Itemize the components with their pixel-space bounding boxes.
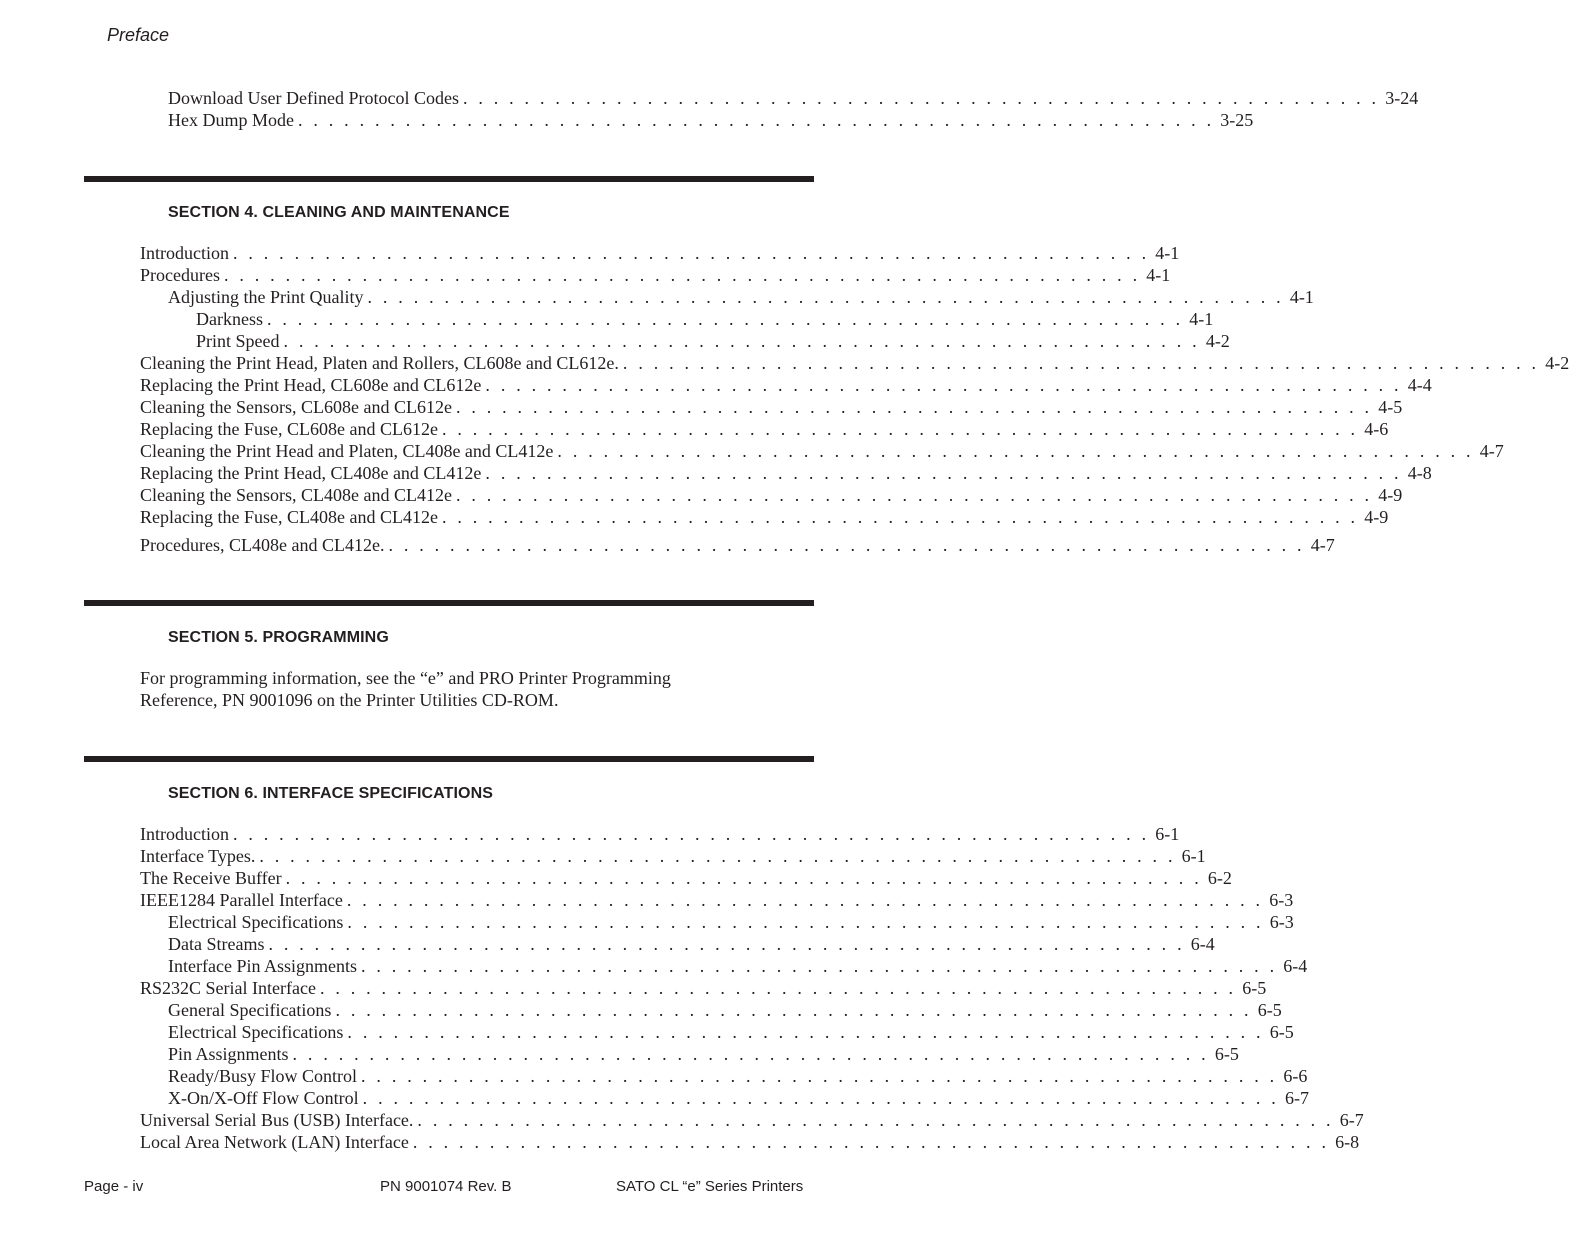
section-6-rule [84, 756, 814, 762]
page-header: Preface [107, 25, 170, 45]
toc-entry-label: X-On/X-Off Flow Control [168, 1088, 359, 1108]
toc-entry-label: Procedures, CL408e and CL412e. [140, 535, 385, 555]
toc-entry-label: Data Streams [168, 934, 265, 954]
toc-entry [140, 978, 1267, 1000]
toc-entry-page: 6-3 [1269, 912, 1294, 932]
toc-entry [168, 912, 1294, 934]
section-6-title: SECTION 6. INTERFACE SPECIFICATIONS [168, 785, 494, 802]
toc-entry-label: Interface Pin Assignments [168, 956, 357, 976]
toc-entry-page: 6-5 [1269, 1022, 1294, 1042]
toc-entry-page: 6-5 [1257, 1000, 1282, 1020]
toc-leader-dots: . . . . . . . . . . . . . . . . . . . . . . . . . . . . . . . . . . . . . . . . . . . . . . . . . . . . . . . . . . . . [417, 1110, 1334, 1130]
toc-leader-dots: . . . . . . . . . . . . . . . . . . . . . . . . . . . . . . . . . . . . . . . . . . . . . . . . . . . . . . . . . . . . [232, 243, 1150, 263]
toc-entry [168, 1000, 1282, 1022]
footer-product-name: SATO CL “e” Series Printers [616, 1178, 804, 1195]
section-4-title: SECTION 4. CLEANING AND MAINTENANCE [168, 204, 510, 221]
toc-entry-label: Hex Dump Mode [168, 110, 294, 130]
toc-entry-page: 4-1 [1189, 309, 1214, 329]
toc-entry-page: 6-1 [1181, 846, 1206, 866]
toc-entry [168, 1088, 1309, 1110]
toc-entry [168, 88, 1419, 110]
toc-leader-dots: . . . . . . . . . . . . . . . . . . . . . . . . . . . . . . . . . . . . . . . . . . . . . . . . . . . . . . . . . . . . [266, 309, 1184, 329]
toc-entry-page: 6-4 [1283, 956, 1308, 976]
toc-entry-label: Replacing the Fuse, CL608e and CL612e [140, 419, 438, 439]
toc-entry-page: 6-7 [1339, 1110, 1364, 1130]
toc-entry-label: Cleaning the Print Head and Platen, CL408e and CL412e [140, 441, 554, 461]
toc-leader-dots: . . . . . . . . . . . . . . . . . . . . . . . . . . . . . . . . . . . . . . . . . . . . . . . . . . . . . . . . . . . . [441, 419, 1359, 439]
toc-entry-label: Interface Types. [140, 846, 256, 866]
footer-page-number: Page - iv [84, 1178, 144, 1195]
toc-entry-page: 6-2 [1207, 868, 1232, 888]
toc-entry-page: 6-5 [1242, 978, 1267, 998]
toc-leader-dots: . . . . . . . . . . . . . . . . . . . . . . . . . . . . . . . . . . . . . . . . . . . . . . . . . . . . . . . . . . . . [362, 1088, 1279, 1108]
toc-entry [140, 1132, 1360, 1154]
toc-entry-label: Cleaning the Sensors, CL608e and CL612e [140, 397, 452, 417]
toc-leader-dots: . . . . . . . . . . . . . . . . . . . . . . . . . . . . . . . . . . . . . . . . . . . . . . . . . . . . . . . . . . . . [367, 287, 1284, 307]
toc-entry-label: General Specifications [168, 1000, 332, 1020]
toc-entry-label: Darkness [196, 309, 263, 329]
toc-entry-page: 4-8 [1407, 463, 1432, 483]
toc-entry [140, 1110, 1364, 1132]
toc-entry-page: 3-25 [1220, 110, 1254, 130]
toc-entry-label: Cleaning the Sensors, CL408e and CL412e [140, 485, 452, 505]
toc-entry-page: 4-2 [1205, 331, 1230, 351]
toc-entry-page: 6-6 [1283, 1066, 1308, 1086]
toc-entry-page: 6-1 [1155, 824, 1180, 844]
toc-entry-label: Download User Defined Protocol Codes [168, 88, 459, 108]
toc-entry [196, 309, 1214, 331]
toc-leader-dots: . . . . . . . . . . . . . . . . . . . . . . . . . . . . . . . . . . . . . . . . . . . . . . . . . . . . . . . . . . . . [297, 110, 1215, 130]
toc-leader-dots: . . . . . . . . . . . . . . . . . . . . . . . . . . . . . . . . . . . . . . . . . . . . . . . . . . . . . . . . . . . . [360, 956, 1278, 976]
toc-entry-page: 4-7 [1479, 441, 1504, 461]
toc-entry-label: Electrical Specifications [168, 912, 344, 932]
toc-entry-page: 4-1 [1155, 243, 1180, 263]
toc-entry [168, 287, 1314, 309]
toc-entry [140, 824, 1180, 846]
toc-entry [168, 1066, 1308, 1088]
toc-leader-dots: . . . . . . . . . . . . . . . . . . . . . . . . . . . . . . . . . . . . . . . . . . . . . . . . . . . . . . . . . . . . [361, 1066, 1278, 1086]
toc-leader-dots: . . . . . . . . . . . . . . . . . . . . . . . . . . . . . . . . . . . . . . . . . . . . . . . . . . . . . . . . . . . . [335, 1000, 1252, 1020]
toc-entry-label: Local Area Network (LAN) Interface [140, 1132, 409, 1152]
toc-entry [140, 375, 1432, 397]
toc-entry-page: 4-9 [1364, 507, 1389, 527]
toc-entry-label: RS232C Serial Interface [140, 978, 316, 998]
toc-leader-dots: . . . . . . . . . . . . . . . . . . . . . . . . . . . . . . . . . . . . . . . . . . . . . . . . . . . . . . . . . . . . [485, 375, 1402, 395]
toc-entry-page: 6-4 [1190, 934, 1215, 954]
toc-entry-label: Universal Serial Bus (USB) Interface. [140, 1110, 414, 1130]
toc-entry [140, 441, 1504, 463]
toc-entry [140, 890, 1294, 912]
toc-entry [140, 419, 1389, 441]
toc-entry-label: Introduction [140, 824, 229, 844]
toc-entry-page: 6-8 [1335, 1132, 1360, 1152]
toc-leader-dots: . . . . . . . . . . . . . . . . . . . . . . . . . . . . . . . . . . . . . . . . . . . . . . . . . . . . . . . . . . . . [455, 485, 1373, 505]
toc-leader-dots: . . . . . . . . . . . . . . . . . . . . . . . . . . . . . . . . . . . . . . . . . . . . . . . . . . . . . . . . . . . . [285, 868, 1202, 888]
toc-leader-dots: . . . . . . . . . . . . . . . . . . . . . . . . . . . . . . . . . . . . . . . . . . . . . . . . . . . . . . . . . . . . [455, 397, 1373, 417]
toc-entry-page: 6-7 [1284, 1088, 1309, 1108]
toc-leader-dots: . . . . . . . . . . . . . . . . . . . . . . . . . . . . . . . . . . . . . . . . . . . . . . . . . . . . . . . . . . . . [557, 441, 1474, 461]
toc-leader-dots: . . . . . . . . . . . . . . . . . . . . . . . . . . . . . . . . . . . . . . . . . . . . . . . . . . . . . . . . . . . . [347, 912, 1264, 932]
toc-entry-label: Adjusting the Print Quality [168, 287, 364, 307]
toc-leader-dots: . . . . . . . . . . . . . . . . . . . . . . . . . . . . . . . . . . . . . . . . . . . . . . . . . . . . . . . . . . . . [462, 88, 1380, 108]
toc-entry-page: 4-2 [1545, 353, 1569, 373]
toc-entry [140, 535, 1335, 557]
toc-entry-page: 3-24 [1385, 88, 1419, 108]
toc-entry [168, 110, 1254, 132]
toc-entry-label: IEEE1284 Parallel Interface [140, 890, 343, 910]
toc-leader-dots: . . . . . . . . . . . . . . . . . . . . . . . . . . . . . . . . . . . . . . . . . . . . . . . . . . . . . . . . . . . . [283, 331, 1200, 351]
toc-leader-dots: . . . . . . . . . . . . . . . . . . . . . . . . . . . . . . . . . . . . . . . . . . . . . . . . . . . . . . . . . . . . [412, 1132, 1330, 1152]
toc-leader-dots: . . . . . . . . . . . . . . . . . . . . . . . . . . . . . . . . . . . . . . . . . . . . . . . . . . . . . . . . . . . . [485, 463, 1402, 483]
toc-entry [140, 243, 1180, 265]
toc-entry-label: Introduction [140, 243, 229, 263]
section-4-rule [84, 176, 814, 182]
toc-entry-label: Replacing the Print Head, CL408e and CL412e [140, 463, 482, 483]
section-5-paragraph [140, 667, 760, 711]
toc-entry [140, 868, 1232, 890]
toc-entry [168, 934, 1215, 956]
toc-entry-page: 4-9 [1378, 485, 1403, 505]
toc-leader-dots: . . . . . . . . . . . . . . . . . . . . . . . . . . . . . . . . . . . . . . . . . . . . . . . . . . . . . . . . . . . . [259, 846, 1176, 866]
toc-entry-page: 4-1 [1289, 287, 1314, 307]
toc-leader-dots: . . . . . . . . . . . . . . . . . . . . . . . . . . . . . . . . . . . . . . . . . . . . . . . . . . . . . . . . . . . . [441, 507, 1359, 527]
toc-leader-dots: . . . . . . . . . . . . . . . . . . . . . . . . . . . . . . . . . . . . . . . . . . . . . . . . . . . . . . . . . . . . [292, 1044, 1209, 1064]
toc-entry-page: 4-6 [1364, 419, 1389, 439]
toc-leader-dots: . . . . . . . . . . . . . . . . . . . . . . . . . . . . . . . . . . . . . . . . . . . . . . . . . . . . . . . . . . . . [622, 353, 1540, 373]
section-5-text-line-1: For programming information, see the “e” and PRO Printer Programming [140, 668, 671, 688]
toc-entry [168, 1022, 1294, 1044]
toc-entry [140, 353, 1569, 375]
footer-part-number: PN 9001074 Rev. B [380, 1178, 512, 1195]
toc-entry [140, 265, 1171, 287]
toc-entry-label: Print Speed [196, 331, 280, 351]
section-5-rule [84, 600, 814, 606]
toc-entry [140, 463, 1432, 485]
toc-leader-dots: . . . . . . . . . . . . . . . . . . . . . . . . . . . . . . . . . . . . . . . . . . . . . . . . . . . . . . . . . . . . [347, 1022, 1264, 1042]
toc-entry-page: 4-7 [1310, 535, 1335, 555]
toc-leader-dots: . . . . . . . . . . . . . . . . . . . . . . . . . . . . . . . . . . . . . . . . . . . . . . . . . . . . . . . . . . . . [346, 890, 1264, 910]
toc-entry-label: The Receive Buffer [140, 868, 282, 888]
toc-entry [140, 846, 1206, 868]
toc-entry [140, 397, 1403, 419]
toc-entry [168, 956, 1308, 978]
section-5-title: SECTION 5. PROGRAMMING [168, 629, 389, 646]
toc-entry [168, 1044, 1239, 1066]
toc-leader-dots: . . . . . . . . . . . . . . . . . . . . . . . . . . . . . . . . . . . . . . . . . . . . . . . . . . . . . . . . . . . . [268, 934, 1185, 954]
toc-entry-label: Ready/Busy Flow Control [168, 1066, 358, 1086]
toc-entry-label: Replacing the Print Head, CL608e and CL612e [140, 375, 482, 395]
section-5-text-line-2: Reference, PN 9001096 on the Printer Utilities CD-ROM. [140, 690, 559, 710]
toc-entry-label: Procedures [140, 265, 220, 285]
toc-leader-dots: . . . . . . . . . . . . . . . . . . . . . . . . . . . . . . . . . . . . . . . . . . . . . . . . . . . . . . . . . . . . [232, 824, 1150, 844]
toc-leader-dots: . . . . . . . . . . . . . . . . . . . . . . . . . . . . . . . . . . . . . . . . . . . . . . . . . . . . . . . . . . . . [388, 535, 1305, 555]
toc-entry [140, 485, 1403, 507]
toc-entry-page: 4-4 [1407, 375, 1432, 395]
toc-entry-page: 6-3 [1269, 890, 1294, 910]
toc-entry-label: Cleaning the Print Head, Platen and Rollers, CL608e and CL612e. [140, 353, 619, 373]
toc-entry [196, 331, 1230, 353]
toc-entry-page: 6-5 [1214, 1044, 1239, 1064]
toc-entry-label: Replacing the Fuse, CL408e and CL412e [140, 507, 438, 527]
toc-entry-page: 4-5 [1378, 397, 1403, 417]
toc-entry-label: Electrical Specifications [168, 1022, 344, 1042]
toc-leader-dots: . . . . . . . . . . . . . . . . . . . . . . . . . . . . . . . . . . . . . . . . . . . . . . . . . . . . . . . . . . . . [319, 978, 1237, 998]
toc-leader-dots: . . . . . . . . . . . . . . . . . . . . . . . . . . . . . . . . . . . . . . . . . . . . . . . . . . . . . . . . . . . . [223, 265, 1141, 285]
toc-entry-page: 4-1 [1146, 265, 1171, 285]
toc-entry-label: Pin Assignments [168, 1044, 289, 1064]
toc-entry [140, 507, 1389, 529]
